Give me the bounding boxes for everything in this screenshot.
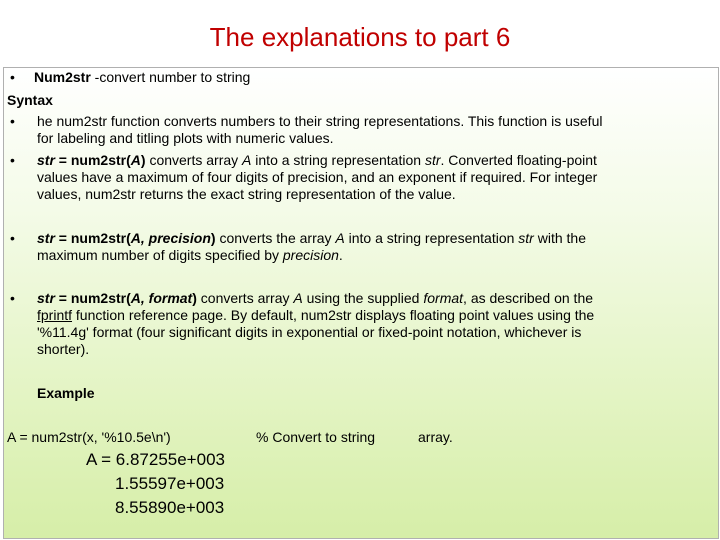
syntax-text: using the supplied	[302, 290, 424, 306]
syntax-text: , as described on the	[463, 290, 594, 306]
syntax3-line-1	[37, 289, 593, 307]
syntax-text: into a string representation	[251, 152, 425, 168]
syntax-var: A	[242, 152, 252, 168]
syntax-call: = num2str(	[54, 152, 131, 168]
example-comment-tail: array.	[418, 429, 453, 445]
slide-title: The explanations to part 6	[209, 22, 511, 52]
fprintf-link[interactable]: fprintf	[37, 307, 73, 323]
syntax3-line-2	[37, 306, 594, 324]
syntax-close: )	[192, 290, 197, 306]
syntax-arg: A	[130, 152, 141, 168]
syntax-text: converts array	[145, 152, 243, 168]
syntax1-line-3: values, num2str returns the exact string representation of the value.	[37, 186, 456, 202]
syntax2-line-1	[37, 229, 586, 247]
example-result-1: A = 6.87255e+003	[86, 450, 225, 469]
description-line-1: he num2str function converts numbers to their string representations. This function is useful	[37, 113, 603, 129]
function-name: Num2str	[34, 69, 91, 85]
intro-line	[34, 68, 250, 86]
example-comment: % Convert to string	[256, 429, 376, 445]
description-line-2: for labeling and titling plots with numeric values.	[37, 130, 334, 146]
syntax-var: A	[335, 230, 345, 246]
content-panel	[3, 67, 719, 539]
syntax-close: )	[140, 152, 146, 168]
syntax-var: str	[518, 230, 534, 246]
syntax-text: converts array	[196, 290, 294, 306]
syntax-call: = num2str(	[54, 290, 131, 306]
syntax-output-var: str	[37, 152, 55, 168]
syntax-output-var: str	[37, 230, 55, 246]
bullet-marker: •	[10, 290, 15, 306]
bullet-marker: •	[10, 230, 15, 246]
syntax3-line-4: shorter).	[37, 341, 90, 357]
syntax3-line-3: '%11.4g' format (four significant digits in exponential or fixed-point notation, whichever is	[37, 324, 582, 340]
example-result-3: 8.55890e+003	[115, 498, 225, 517]
syntax-text: .	[338, 247, 343, 263]
syntax-text: with the	[533, 230, 586, 246]
syntax-heading: Syntax	[7, 92, 53, 108]
syntax-text: . Converted floating-point	[440, 152, 597, 168]
syntax-text: function reference page. By default, num2str displays floating point values using the	[72, 307, 595, 323]
bullet-marker: •	[10, 69, 15, 85]
example-heading: Example	[37, 385, 95, 401]
syntax-arg: A, precision	[130, 230, 211, 246]
syntax-var: A	[293, 290, 303, 306]
syntax-var: format	[423, 290, 464, 306]
syntax-output-var: str	[37, 290, 55, 306]
syntax2-line-2	[37, 246, 343, 264]
syntax-text: maximum number of digits specified by	[37, 247, 283, 263]
syntax-close: )	[210, 230, 216, 246]
syntax-var: precision	[282, 247, 339, 263]
syntax-text: into a string representation	[344, 230, 519, 246]
syntax-text: converts the array	[215, 230, 336, 246]
bullet-marker: •	[10, 152, 15, 168]
bullet-marker: •	[10, 113, 15, 129]
intro-description: -convert number to string	[90, 69, 251, 85]
syntax-call: = num2str(	[54, 230, 131, 246]
syntax-arg: A, format	[130, 290, 193, 306]
syntax1-line-1	[37, 151, 597, 169]
example-code: A = num2str(x, '%10.5e\n')	[7, 429, 171, 445]
syntax1-line-2: values have a maximum of four digits of precision, and an exponent if required. For integer	[37, 169, 598, 185]
syntax-var: str	[424, 152, 441, 168]
example-result-2: 1.55597e+003	[115, 474, 225, 493]
